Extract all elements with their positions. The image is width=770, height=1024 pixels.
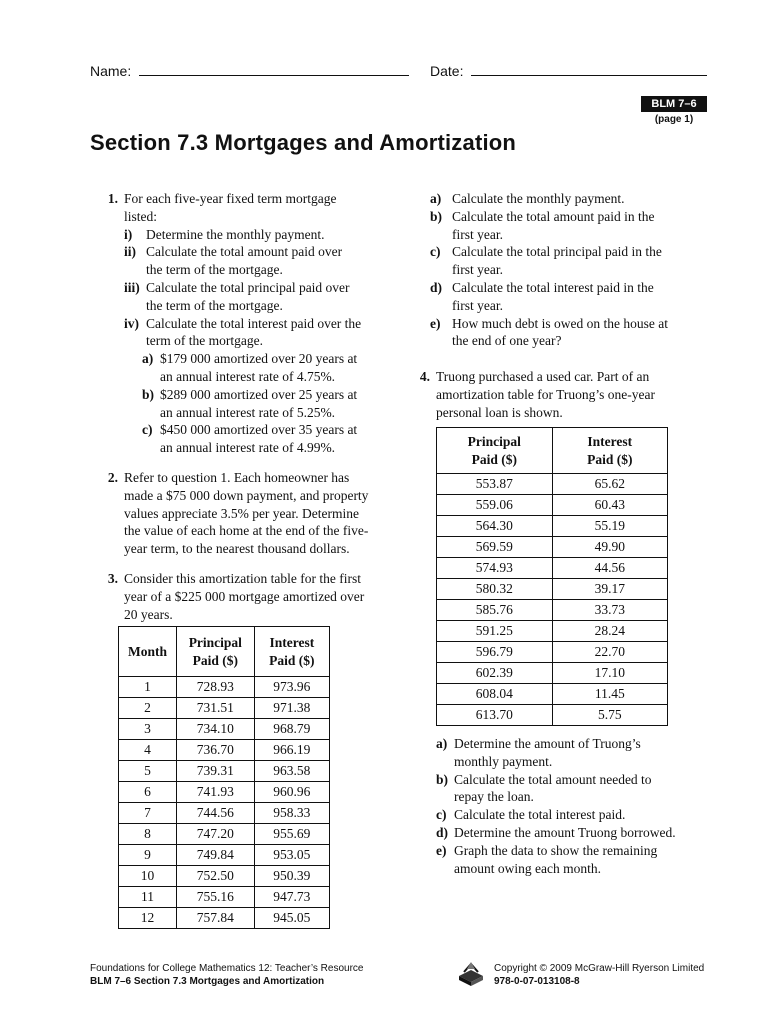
table-row <box>119 824 330 845</box>
table-cell: 574.93 <box>437 558 553 579</box>
q4: 4. Truong purchased a used car. Part of an amortization table for Truong’s one-year personal loan is shown. <box>402 368 712 421</box>
table-cell: 950.39 <box>254 866 329 887</box>
table-row <box>119 887 330 908</box>
table-cell: 747.20 <box>176 824 254 845</box>
q4-number: 4. <box>419 369 430 384</box>
table-row <box>437 495 668 516</box>
table-cell: 958.33 <box>254 803 329 824</box>
q3-amortization-table <box>118 626 330 929</box>
table-row <box>119 719 330 740</box>
table-cell: 744.56 <box>176 803 254 824</box>
table-row <box>119 908 330 929</box>
publisher-logo-icon <box>456 960 486 986</box>
table-row <box>437 579 668 600</box>
q4-amortization-table <box>436 427 668 726</box>
table-cell: 734.10 <box>176 719 254 740</box>
page-note: (page 1) <box>654 114 694 125</box>
table-cell: 12 <box>119 908 177 929</box>
table-cell: 9 <box>119 845 177 866</box>
table-row <box>119 677 330 698</box>
q3-parts: a) Calculate the monthly payment. b) Calculate the total amount paid in the first year. c) Calculate the total principal paid in the first year. d) Calculate the total interest paid in the first year. e) How much debt is owed on the house at the end of one year? <box>430 191 668 349</box>
table-cell: 3 <box>119 719 177 740</box>
q1-case-a: a) $179 000 amortized over 20 years at an annual interest rate of 4.75%. <box>142 351 358 384</box>
q1-case-c: c) $450 000 amortized over 35 years at an annual interest rate of 4.99%. <box>142 422 358 456</box>
date-label: Date: <box>430 63 464 79</box>
table-cell: 17.10 <box>552 663 667 684</box>
table-row <box>437 642 668 663</box>
table-cell: 564.30 <box>437 516 553 537</box>
table-cell: 4 <box>119 740 177 761</box>
table-row <box>119 761 330 782</box>
blm-badge: BLM 7–6 <box>641 96 707 112</box>
left-column <box>90 190 400 623</box>
table-row <box>437 474 668 495</box>
table-cell: 613.70 <box>437 705 553 726</box>
table-cell: 947.73 <box>254 887 329 908</box>
table-row <box>119 698 330 719</box>
table-cell: 49.90 <box>552 537 667 558</box>
right-column <box>430 190 720 350</box>
table-row <box>437 705 668 726</box>
table-cell: 10 <box>119 866 177 887</box>
table-cell: 559.06 <box>437 495 553 516</box>
q4-parts: a) Determine the amount of Truong’s monthly payment. b) Calculate the total amount needed to repay the loan. c) Calculate the total interest paid. d) Determine the amount Truong borrowed. e) Graph the data to show the remaining amount owing each month. <box>436 736 676 876</box>
table-cell: 6 <box>119 782 177 803</box>
name-line[interactable] <box>139 61 409 76</box>
q1-case-b: b) $289 000 amortized over 25 years at an annual interest rate of 5.25%. <box>142 386 358 420</box>
table-cell: 968.79 <box>254 719 329 740</box>
q3-table-body <box>119 677 330 929</box>
table-cell: 28.24 <box>552 621 667 642</box>
table-cell: 60.43 <box>552 495 667 516</box>
table-cell: 8 <box>119 824 177 845</box>
table-row <box>119 740 330 761</box>
table-cell: 757.84 <box>176 908 254 929</box>
table-cell: 580.32 <box>437 579 553 600</box>
table-cell: 736.70 <box>176 740 254 761</box>
table-row <box>437 516 668 537</box>
table-cell: 963.58 <box>254 761 329 782</box>
table-cell: 5.75 <box>552 705 667 726</box>
table-cell: 33.73 <box>552 600 667 621</box>
table-cell: 65.62 <box>552 474 667 495</box>
q1-intro-line2: listed: <box>124 208 157 224</box>
table-row <box>119 845 330 866</box>
table-row <box>437 684 668 705</box>
table-cell: 973.96 <box>254 677 329 698</box>
table-row <box>119 803 330 824</box>
date-field <box>430 61 707 79</box>
table-cell: 55.19 <box>552 516 667 537</box>
table-row <box>437 600 668 621</box>
table-cell: 569.59 <box>437 537 553 558</box>
table-row <box>119 866 330 887</box>
q4-header-interest: Interest Paid ($) <box>552 428 667 474</box>
q3: 3. Consider this amortization table for the first year of a $225 000 mortgage amortized over 20 years. <box>90 570 400 623</box>
table-row <box>437 537 668 558</box>
table-cell: 39.17 <box>552 579 667 600</box>
footer-book-title: Foundations for College Mathematics 12: Teacher’s Resource <box>90 963 364 974</box>
q3-number: 3. <box>107 570 118 586</box>
page-title: Section 7.3 Mortgages and Amortization <box>90 130 517 155</box>
q3-header-interest: Interest Paid ($) <box>254 627 329 677</box>
table-cell: 7 <box>119 803 177 824</box>
footer-copyright: Copyright © 2009 McGraw-Hill Ryerson Limited <box>494 963 705 974</box>
table-cell: 749.84 <box>176 845 254 866</box>
q3-header-month: Month <box>119 627 177 677</box>
table-cell: 5 <box>119 761 177 782</box>
name-field <box>90 61 409 79</box>
table-cell: 591.25 <box>437 621 553 642</box>
q1-number: 1. <box>107 191 118 206</box>
q1-part-i: i) Determine the monthly payment. <box>124 226 325 242</box>
table-cell: 602.39 <box>437 663 553 684</box>
table-cell: 971.38 <box>254 698 329 719</box>
table-cell: 953.05 <box>254 845 329 866</box>
table-cell: 728.93 <box>176 677 254 698</box>
footer-right <box>494 962 704 988</box>
q1-part-iii: iii) Calculate the total principal paid over the term of the mortgage. <box>124 279 350 313</box>
q3-header-principal: Principal Paid ($) <box>176 627 254 677</box>
table-cell: 741.93 <box>176 782 254 803</box>
table-row <box>119 782 330 803</box>
table-cell: 1 <box>119 677 177 698</box>
table-cell: 739.31 <box>176 761 254 782</box>
table-cell: 608.04 <box>437 684 553 705</box>
table-cell: 585.76 <box>437 600 553 621</box>
table-row <box>437 558 668 579</box>
table-cell: 11.45 <box>552 684 667 705</box>
q1 <box>90 190 400 457</box>
table-cell: 2 <box>119 698 177 719</box>
q1-intro-line1: For each five-year fixed term mortgage <box>124 191 337 206</box>
footer-isbn: 978-0-07-013108-8 <box>494 976 580 987</box>
table-cell: 731.51 <box>176 698 254 719</box>
q4-table-body <box>437 474 668 726</box>
table-cell: 22.70 <box>552 642 667 663</box>
name-label: Name: <box>90 63 132 79</box>
q1-part-ii: ii) Calculate the total amount paid over the term of the mortgage. <box>124 244 343 278</box>
footer-left <box>90 962 363 988</box>
table-cell: 553.87 <box>437 474 553 495</box>
table-cell: 596.79 <box>437 642 553 663</box>
table-cell: 44.56 <box>552 558 667 579</box>
q1-part-iv: iv) Calculate the total interest paid over the term of the mortgage. <box>124 315 362 349</box>
table-cell: 11 <box>119 887 177 908</box>
table-cell: 752.50 <box>176 866 254 887</box>
q4-header-principal: Principal Paid ($) <box>437 428 553 474</box>
q2-number: 2. <box>107 469 118 485</box>
date-line[interactable] <box>471 61 707 76</box>
footer-blm-title: BLM 7–6 Section 7.3 Mortgages and Amortization <box>90 976 325 987</box>
table-cell: 945.05 <box>254 908 329 929</box>
table-row <box>437 621 668 642</box>
table-cell: 966.19 <box>254 740 329 761</box>
q2: 2. Refer to question 1. Each homeowner has made a $75 000 down payment, and property values appreciate 3.5% per year. Determine the value of each home at the end of the five- year term, to the nearest thousand dollars. <box>90 469 400 558</box>
table-row <box>437 663 668 684</box>
table-cell: 755.16 <box>176 887 254 908</box>
table-cell: 955.69 <box>254 824 329 845</box>
table-cell: 960.96 <box>254 782 329 803</box>
